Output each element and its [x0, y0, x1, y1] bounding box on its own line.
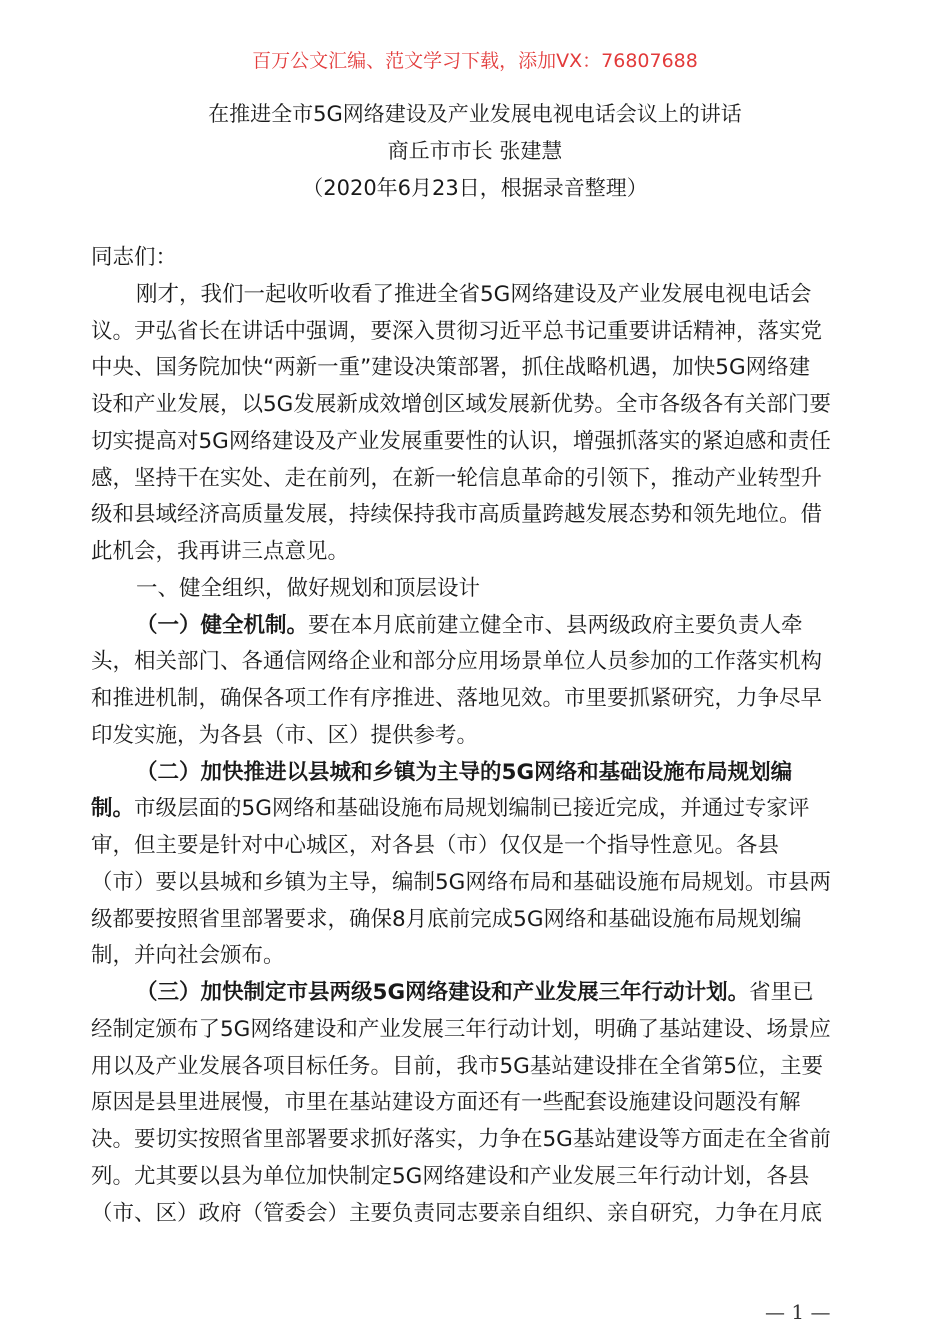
- bold-heading-text: （三）加快制定市县两级5G网络建设和产业发展三年行动计划。: [136, 980, 750, 1005]
- document-body: [91, 240, 871, 1232]
- paragraph-line: [91, 865, 871, 902]
- paragraph-line: [91, 791, 871, 828]
- paragraph-line: [91, 424, 871, 461]
- paragraph-line: [91, 608, 871, 645]
- paragraph-line: [91, 975, 871, 1012]
- body-text: 此机会，我再讲三点意见。: [91, 539, 350, 564]
- body-text: 印发实施，为各县（市、区）提供参考。: [91, 722, 479, 748]
- body-text: 列。尤其要以县为单位加快制定5G网络建设和产业发展三年行动计划，各县: [91, 1163, 810, 1189]
- body-text: 议。尹弘省长在讲话中强调，要深入贯彻习近平总书记重要讲话精神，落实党: [91, 318, 823, 344]
- body-text: 一、健全组织，做好规划和顶层设计: [136, 575, 481, 601]
- body-text: 用以及产业发展各项目标任务。目前，我市5G基站建设排在全省第5位，主要: [91, 1053, 824, 1079]
- document-author: 商丘市市长 张建慧: [387, 139, 563, 163]
- body-text: 刚才，我们一起收听收看了推进全省5G网络建设及产业发展电视电话会: [136, 281, 812, 307]
- body-text: 设和产业发展，以5G发展新成效增创区域发展新优势。全市各级各有关部门要: [91, 392, 831, 417]
- paragraph-line: [91, 1196, 871, 1233]
- body-text: 决。要切实按照省里部署要求抓好落实，力争在5G基站建设等方面走在全省前: [91, 1127, 831, 1152]
- paragraph-line: [91, 350, 871, 387]
- body-text: 市级层面的5G网络和基础设施布局规划编制已接近完成，并通过专家评: [134, 796, 810, 822]
- body-text: 切实提高对5G网络建设及产业发展重要性的认识，增强抓落实的紧迫感和责任: [91, 428, 831, 454]
- bold-heading-text: （二）加快推进以县城和乡镇为主导的5G网络和基础设施布局规划编: [136, 759, 793, 785]
- body-text: 和推进机制，确保各项工作有序推进、落地见效。市里要抓紧研究，力争尽早: [91, 686, 823, 711]
- body-text: （市）要以县城和乡镇为主导，编制5G网络布局和基础设施布局规划。市县两: [91, 869, 831, 895]
- body-text: 制，并向社会颁布。: [91, 943, 285, 969]
- watermark-banner: 百万公文汇编、范文学习下载，添加VX：76807688: [252, 50, 698, 72]
- paragraph-line: [91, 681, 871, 718]
- bold-heading-text: （一）健全机制。: [136, 612, 309, 638]
- body-text: 省里已: [749, 980, 814, 1005]
- body-text: 中央、国务院加快“两新一重”建设决策部署，抓住战略机遇，加快5G网络建: [91, 355, 811, 381]
- paragraph-line: [91, 240, 871, 277]
- body-text: 感，坚持干在实处、走在前列，在新一轮信息革命的引领下，推动产业转型升: [91, 465, 823, 491]
- paragraph-line: [91, 461, 871, 498]
- paragraph-line: [91, 314, 871, 351]
- paragraph-line: [91, 1159, 871, 1196]
- paragraph-line: [91, 387, 871, 424]
- body-text: 同志们：: [91, 245, 178, 270]
- paragraph-line: [91, 1085, 871, 1122]
- body-text: （市、区）政府（管委会）主要负责同志要亲自组织、亲自研究，力争在月底: [91, 1200, 823, 1226]
- paragraph-line: [91, 1049, 871, 1086]
- body-text: 审，但主要是针对中心城区，对各县（市）仅仅是一个指导性意见。各县: [91, 833, 780, 858]
- paragraph-line: [91, 1122, 871, 1159]
- bold-heading-text: 制。: [91, 796, 135, 822]
- paragraph-line: [91, 1012, 871, 1049]
- document-title: 在推进全市5G网络建设及产业发展电视电话会议上的讲话: [208, 102, 742, 126]
- paragraph-line: [91, 718, 871, 755]
- page-number: — 1 —: [765, 1300, 831, 1324]
- paragraph-line: [91, 902, 871, 939]
- paragraph-line: [91, 277, 871, 314]
- paragraph-line: [91, 938, 871, 975]
- body-text: 级和县域经济高质量发展，持续保持我市高质量跨越发展态势和领先地位。借: [91, 502, 823, 528]
- paragraph-line: [91, 534, 871, 571]
- paragraph-line: [91, 755, 871, 792]
- paragraph-line: [91, 828, 871, 865]
- body-text: 要在本月底前建立健全市、县两级政府主要负责人牵: [308, 612, 803, 638]
- paragraph-line: [91, 497, 871, 534]
- document-date: （2020年6月23日，根据录音整理）: [302, 176, 648, 200]
- body-text: 头，相关部门、各通信网络企业和部分应用场景单位人员参加的工作落实机构: [91, 649, 823, 675]
- body-text: 原因是县里进展慢，市里在基站建设方面还有一些配套设施建设问题没有解: [91, 1090, 801, 1116]
- body-text: 级都要按照省里部署要求，确保8月底前完成5G网络和基础设施布局规划编: [91, 906, 802, 932]
- paragraph-line: [91, 644, 871, 681]
- paragraph-line: [91, 571, 871, 608]
- body-text: 经制定颁布了5G网络建设和产业发展三年行动计划，明确了基站建设、场景应: [91, 1016, 831, 1042]
